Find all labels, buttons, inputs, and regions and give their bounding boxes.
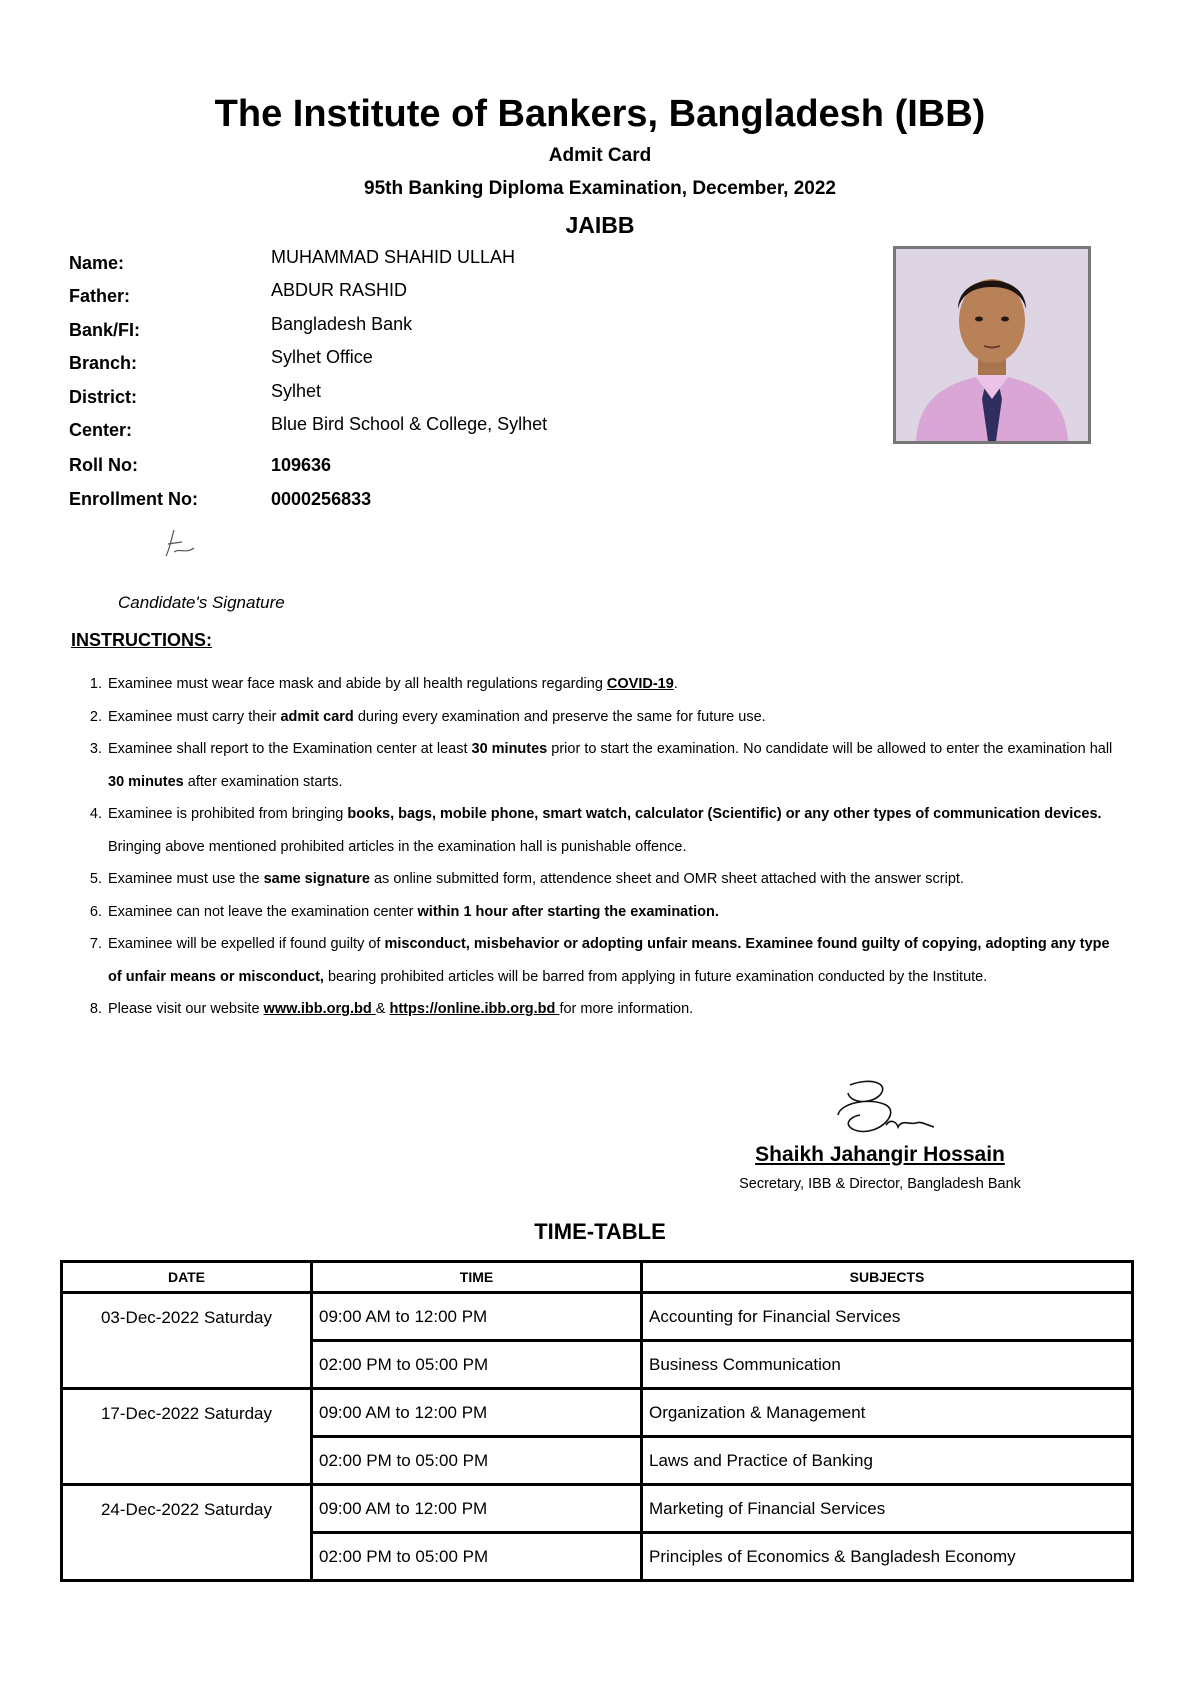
enrollment-label: Enrollment No: bbox=[69, 489, 198, 509]
district-label: District: bbox=[69, 387, 138, 407]
table-header-row bbox=[62, 1262, 1133, 1293]
person-portrait-icon bbox=[896, 249, 1088, 441]
authority-title: Secretary, IBB & Director, Bangladesh Bank bbox=[739, 1176, 1021, 1192]
instruction-item: 3. Examinee shall report to the Examination center at least 30 minutes prior to start the examination. No candidate will be allowed to enter the examination hall 30 minutes after examination starts. bbox=[106, 733, 1126, 798]
exam-time: 09:00 AM to 12:00 PM bbox=[312, 1293, 642, 1341]
exam-date: 24-Dec-2022 Saturday bbox=[62, 1485, 312, 1581]
father-label: Father: bbox=[69, 286, 131, 306]
date-header: DATE bbox=[62, 1262, 312, 1293]
subjects-header: SUBJECTS bbox=[642, 1262, 1133, 1293]
instruction-item: 6. Examinee can not leave the examination center within 1 hour after starting the examination. bbox=[106, 896, 1126, 929]
table-row bbox=[62, 1485, 1133, 1533]
page-title: The Institute of Bankers, Bangladesh (IBB) bbox=[214, 93, 986, 135]
exam-subject: Laws and Practice of Banking bbox=[642, 1437, 1133, 1485]
roll-value: 109636 bbox=[271, 455, 332, 475]
instructions-list bbox=[86, 668, 1126, 1026]
bank-label: Bank/FI: bbox=[69, 320, 141, 340]
instruction-item: 5. Examinee must use the same signature as online submitted form, attendence sheet and OMR sheet attached with the answer script. bbox=[106, 863, 1126, 896]
timetable-title: TIME-TABLE bbox=[534, 1219, 666, 1244]
instruction-item: 7. Examinee will be expelled if found guilty of misconduct, misbehavior or adopting unfair means. Examinee found guilty of copying, adopting any type of unfair means or misconduct, bearing prohibited articles will be barred from applying in future examination conducted by the Institute. bbox=[106, 928, 1126, 993]
exam-subject: Marketing of Financial Services bbox=[642, 1485, 1133, 1533]
instruction-item: 4. Examinee is prohibited from bringing books, bags, mobile phone, smart watch, calculator (Scientific) or any other types of communication devices. Bringing above mentioned prohibited articles in the examination hall is punishable offence. bbox=[106, 798, 1126, 863]
exam-time: 09:00 AM to 12:00 PM bbox=[312, 1485, 642, 1533]
exam-date: 17-Dec-2022 Saturday bbox=[62, 1389, 312, 1485]
online-portal-link[interactable]: https://online.ibb.org.bd bbox=[389, 1001, 560, 1017]
exam-name: 95th Banking Diploma Examination, December, 2022 bbox=[364, 178, 836, 199]
exam-date: 03-Dec-2022 Saturday bbox=[62, 1293, 312, 1389]
table-row bbox=[62, 1293, 1133, 1341]
exam-subject: Business Communication bbox=[642, 1341, 1133, 1389]
table-row bbox=[62, 1389, 1133, 1437]
district-value: Sylhet bbox=[271, 381, 322, 401]
exam-level: JAIBB bbox=[565, 212, 635, 238]
authority-name: Shaikh Jahangir Hossain bbox=[755, 1143, 1005, 1166]
center-label: Center: bbox=[69, 420, 133, 440]
exam-subject: Organization & Management bbox=[642, 1389, 1133, 1437]
candidate-signature-mark bbox=[150, 518, 210, 578]
center-value: Blue Bird School & College, Sylhet bbox=[271, 414, 548, 434]
instruction-item: 1. Examinee must wear face mask and abide by all health regulations regarding COVID-19. bbox=[106, 668, 1126, 701]
exam-time: 02:00 PM to 05:00 PM bbox=[312, 1341, 642, 1389]
exam-time: 02:00 PM to 05:00 PM bbox=[312, 1533, 642, 1581]
bank-value: Bangladesh Bank bbox=[271, 314, 413, 334]
exam-time: 02:00 PM to 05:00 PM bbox=[312, 1437, 642, 1485]
exam-time: 09:00 AM to 12:00 PM bbox=[312, 1389, 642, 1437]
enrollment-value: 0000256833 bbox=[271, 489, 372, 509]
time-header: TIME bbox=[312, 1262, 642, 1293]
father-value: ABDUR RASHID bbox=[271, 280, 408, 300]
exam-subject: Accounting for Financial Services bbox=[642, 1293, 1133, 1341]
branch-label: Branch: bbox=[69, 353, 138, 373]
candidate-signature-label: Candidate's Signature bbox=[118, 593, 285, 612]
name-value: MUHAMMAD SHAHID ULLAH bbox=[271, 247, 516, 267]
roll-label: Roll No: bbox=[69, 455, 138, 475]
exam-subject: Principles of Economics & Bangladesh Economy bbox=[642, 1533, 1133, 1581]
instructions-heading: INSTRUCTIONS: bbox=[71, 630, 212, 650]
timetable bbox=[60, 1260, 1134, 1582]
covid-link: COVID-19 bbox=[606, 676, 674, 692]
instruction-item: 2. Examinee must carry their admit card during every examination and preserve the same for future use. bbox=[106, 701, 1126, 734]
document-type: Admit Card bbox=[548, 145, 652, 166]
branch-value: Sylhet Office bbox=[271, 347, 373, 367]
website-link[interactable]: www.ibb.org.bd bbox=[263, 1001, 376, 1017]
candidate-photo bbox=[893, 246, 1091, 444]
instruction-item: 8. Please visit our website www.ibb.org.bd & https://online.ibb.org.bd for more information. bbox=[106, 993, 1126, 1026]
name-label: Name: bbox=[69, 253, 125, 273]
authority-signature-mark bbox=[830, 1075, 960, 1145]
